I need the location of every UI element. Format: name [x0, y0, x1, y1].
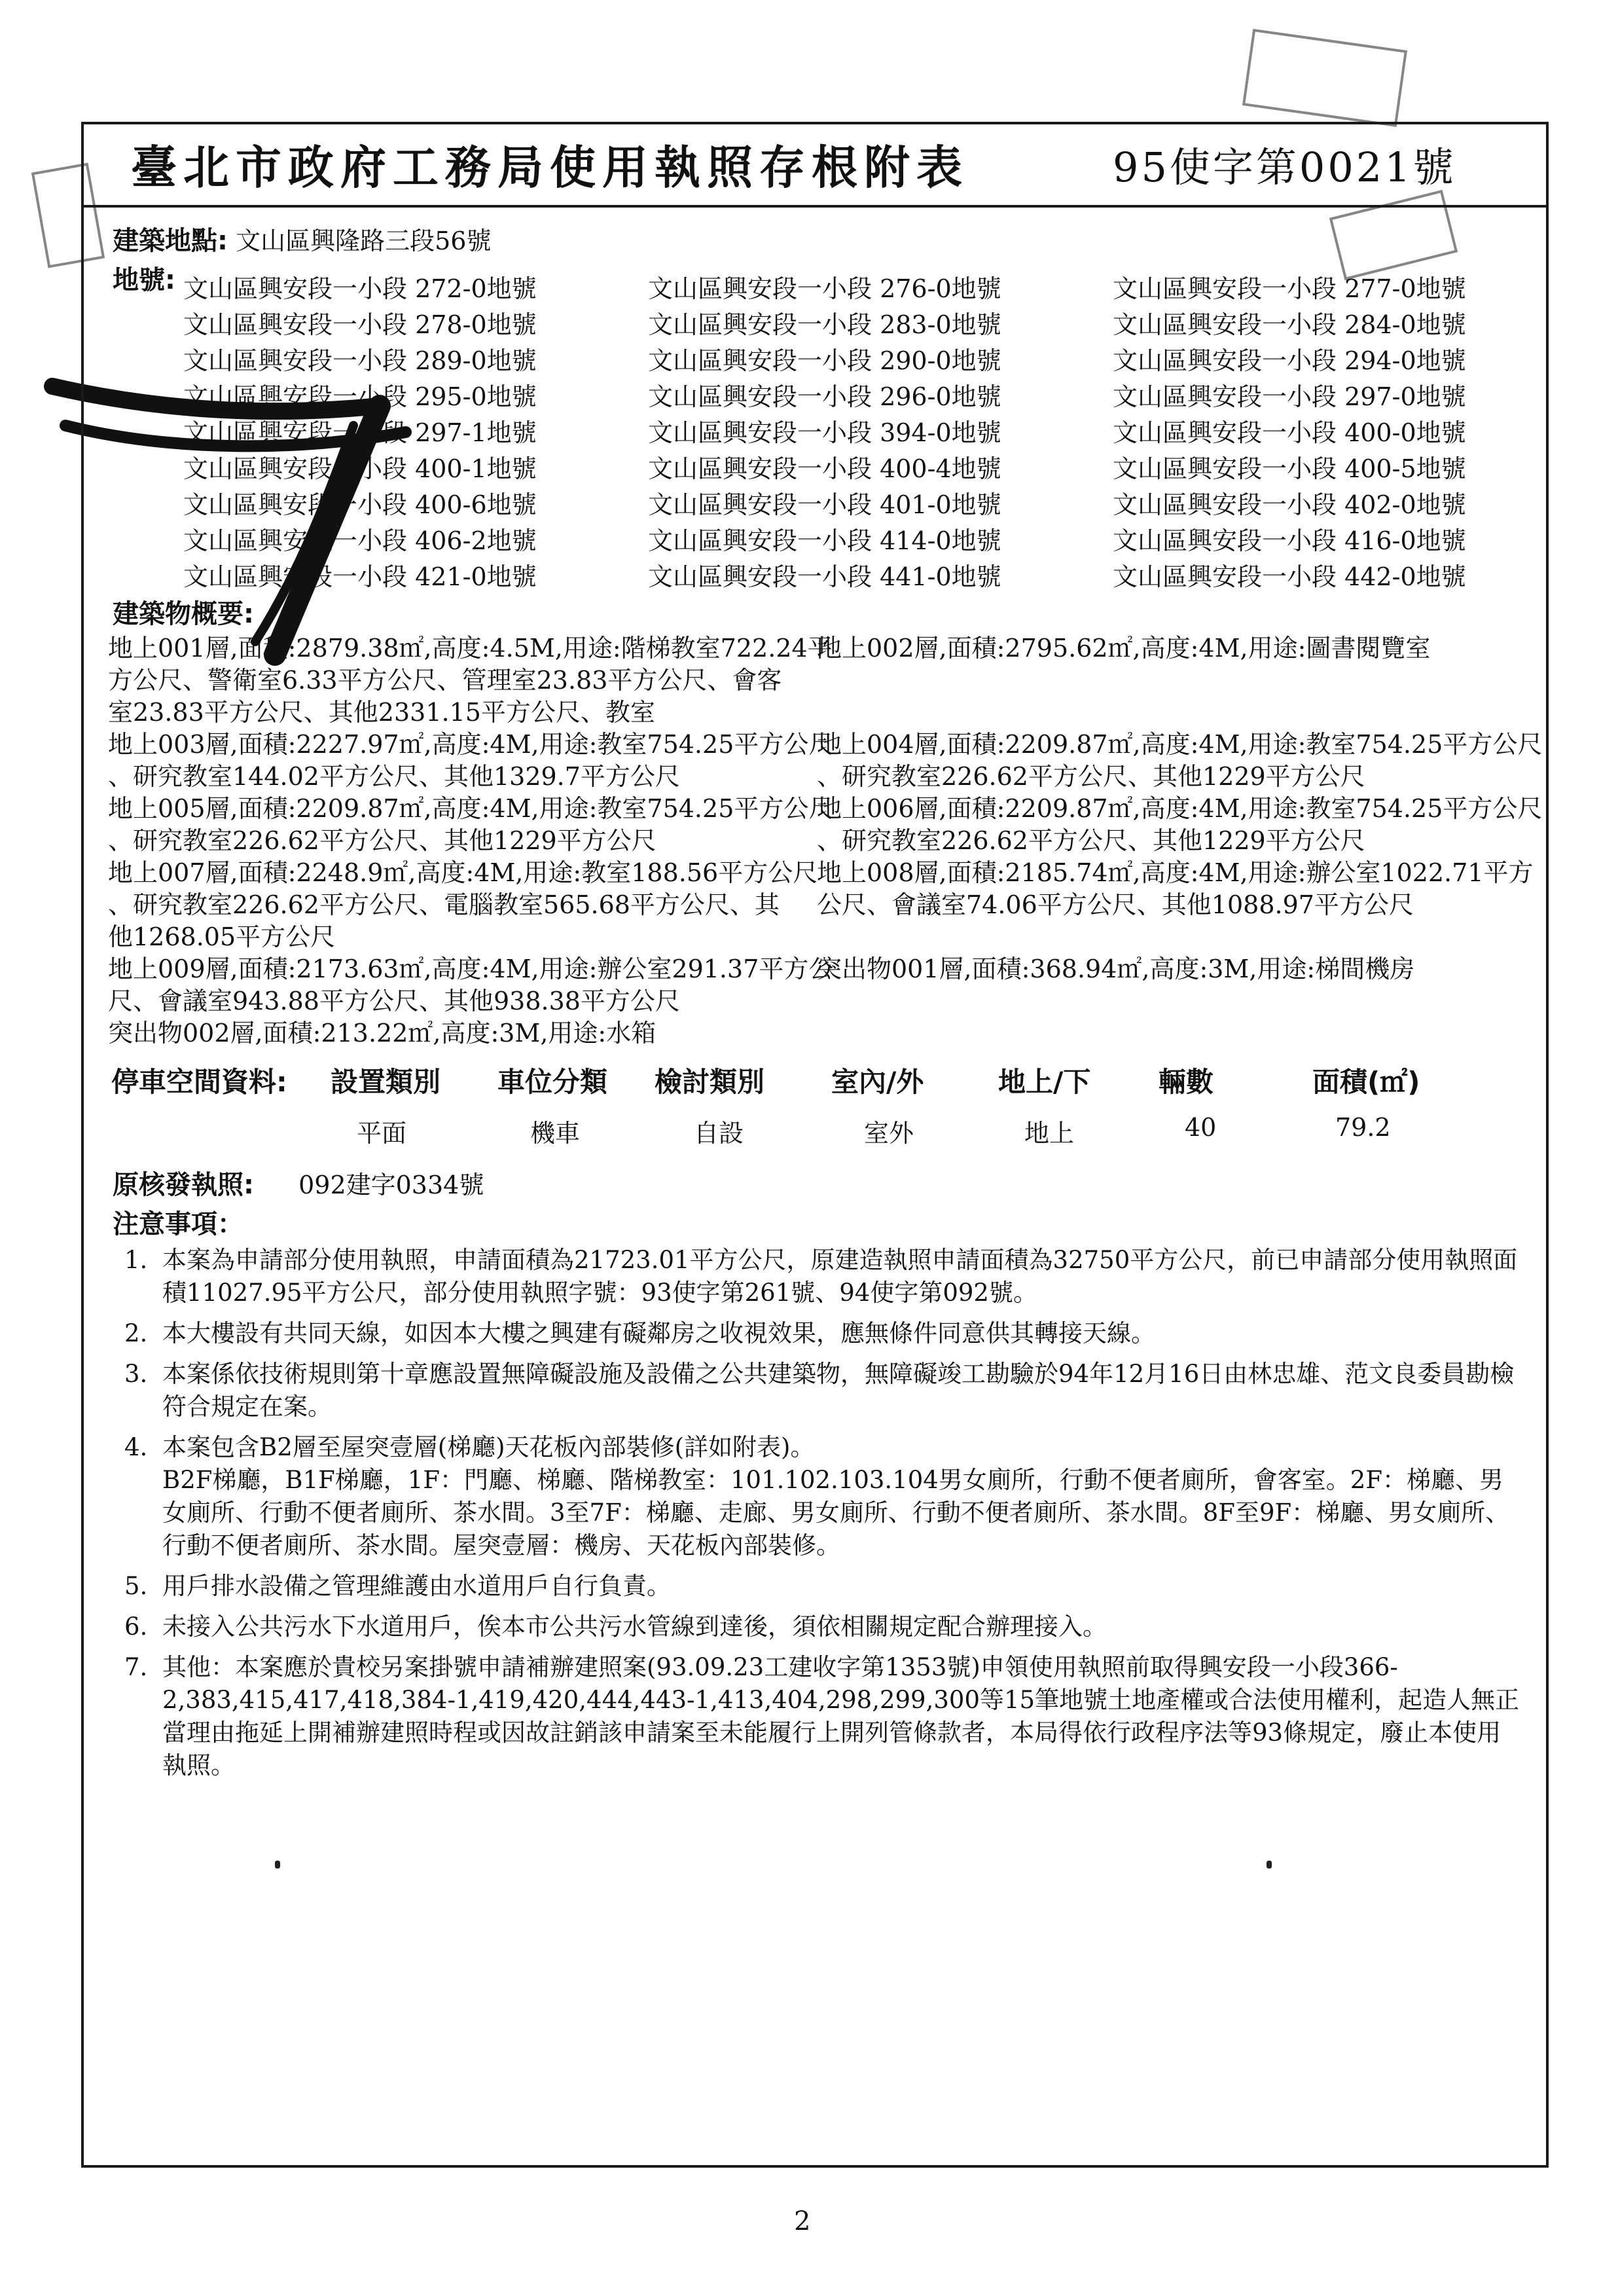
floor-line — [817, 985, 1542, 1017]
note-number: 5. — [124, 1572, 148, 1600]
site-address: 文山區興隆路三段56號 — [236, 227, 492, 255]
ink-dot — [1267, 1861, 1272, 1868]
note-text: 用戶排水設備之管理維護由水道用戶自行負責。 — [162, 1572, 671, 1600]
note-item — [124, 1244, 1525, 1309]
note-text: 未接入公共污水下水道用戶，俟本市公共污水管線到達後，須依相關規定配合辦理接入。 — [162, 1613, 1107, 1641]
notes-label: 注意事項： — [113, 1209, 243, 1239]
lot-number: 文山區興安段一小段 297-1地號 — [183, 418, 537, 447]
parking-header: 車位分類 — [497, 1066, 608, 1098]
lot-number: 文山區興安段一小段 406-2地號 — [183, 526, 537, 555]
note-text: 其他：本案應於貴校另案掛號申請補辦建照案(93.09.23工建收字第1353號)申領使用執照前取得興安段一小段366-2,383,415,417,418,384-1,419,420,444,443-1,413,404,298,299,300等15筆地號土地產權或合法使用權利，起造人無正當理由拖延上開補辦建照時程或因故註銷該申請案至未能履行上開列管條款者，本局得依行政程序法等93條規定，廢止本使用執照。 — [162, 1653, 1520, 1779]
parking-header: 檢討類別 — [655, 1066, 765, 1098]
parking-label: 停車空間資料: — [111, 1066, 287, 1098]
note-text: 本案為申請部分使用執照，申請面積為21723.01平方公尺，原建造執照申請面積為32750平方公尺，前已申請部分使用執照面積11027.95平方公尺，部分使用執照字號：93使字第261號、94使字第092號。 — [162, 1246, 1518, 1307]
parking-value: 自設 — [694, 1119, 744, 1148]
floor-line: 地上004層,面積:2209.87㎡,高度:4M,用途:教室754.25平方公尺 — [817, 730, 1543, 759]
lot-number: 文山區興安段一小段 297-0地號 — [1113, 382, 1466, 411]
site-address-row — [113, 228, 491, 254]
document-title: 臺北市政府工務局使用執照存根附表 — [131, 140, 969, 194]
note-item — [124, 1317, 1525, 1350]
lot-number: 文山區興安段一小段 294-0地號 — [1113, 346, 1466, 375]
parking-value: 79.2 — [1335, 1113, 1391, 1142]
lot-number: 文山區興安段一小段 421-0地號 — [183, 562, 537, 591]
floor-line: 、研究教室226.62平方公尺、其他1229平方公尺 — [817, 826, 1365, 855]
floor-line — [817, 697, 1542, 729]
note-number: 7. — [124, 1653, 148, 1681]
ink-dot — [275, 1861, 280, 1868]
lot-number: 文山區興安段一小段 442-0地號 — [1113, 562, 1466, 591]
note-text: 本大樓設有共同天線，如因本大樓之興建有礙鄰房之收視效果，應無條件同意供其轉接天線。 — [162, 1319, 1155, 1347]
lot-number: 文山區興安段一小段 394-0地號 — [648, 418, 1001, 447]
floor-line: 地上009層,面積:2173.63㎡,高度:4M,用途:辦公室291.37平方公 — [108, 955, 834, 983]
floor-line: 地上005層,面積:2209.87㎡,高度:4M,用途:教室754.25平方公尺 — [108, 794, 834, 823]
floor-line: 方公尺、警衛室6.33平方公尺、管理室23.83平方公尺、會客 — [108, 666, 782, 695]
parking-value: 平面 — [357, 1119, 407, 1148]
seal-stamp-top-right — [1242, 29, 1407, 127]
parking-value: 室外 — [864, 1119, 914, 1148]
parking-header: 地上/下 — [998, 1066, 1091, 1098]
building-label: 建築物概要: — [113, 599, 254, 629]
note-number: 4. — [124, 1433, 148, 1461]
note-number: 2. — [124, 1319, 148, 1347]
lot-number: 文山區興安段一小段 400-1地號 — [183, 454, 537, 483]
floor-line — [817, 665, 1542, 697]
floor-line — [817, 921, 1542, 953]
notes-list — [124, 1244, 1525, 1790]
floor-line: 、研究教室144.02平方公尺、其他1329.7平方公尺 — [108, 762, 680, 791]
parking-header: 輛數 — [1159, 1066, 1214, 1098]
site-label: 建築地點: — [113, 226, 228, 256]
building-floors-left — [108, 632, 833, 1049]
note-number: 1. — [124, 1246, 148, 1274]
note-number: 6. — [124, 1613, 148, 1641]
floor-line — [817, 1017, 1542, 1049]
lot-number: 文山區興安段一小段 278-0地號 — [183, 310, 537, 339]
note-text: 本案包含B2層至屋突壹層(梯廳)天花板內部裝修(詳如附表)。 — [162, 1433, 815, 1461]
lot-number: 文山區興安段一小段 416-0地號 — [1113, 526, 1466, 555]
floor-line: 地上006層,面積:2209.87㎡,高度:4M,用途:教室754.25平方公尺 — [817, 794, 1543, 823]
floor-line: 突出物002層,面積:213.22㎡,高度:3M,用途:水箱 — [108, 1019, 656, 1048]
note-item — [124, 1431, 1525, 1562]
floor-line: 、研究教室226.62平方公尺、電腦教室565.68平方公尺、其 — [108, 890, 780, 919]
lot-number: 文山區興安段一小段 400-0地號 — [1113, 418, 1466, 447]
note-text: 本案係依技術規則第十章應設置無障礙設施及設備之公共建築物，無障礙竣工勘驗於94年12月16日由林忠雄、范文良委員勘檢符合規定在案。 — [162, 1360, 1515, 1421]
note-item — [124, 1570, 1525, 1603]
floor-line: 、研究教室226.62平方公尺、其他1229平方公尺 — [817, 762, 1365, 791]
lot-number: 文山區興安段一小段 400-5地號 — [1113, 454, 1466, 483]
floor-line: 、研究教室226.62平方公尺、其他1229平方公尺 — [108, 826, 656, 855]
floor-line: 地上002層,面積:2795.62㎡,高度:4M,用途:圖書閱覽室 — [817, 634, 1431, 663]
lot-number: 文山區興安段一小段 277-0地號 — [1113, 274, 1466, 303]
parking-header: 室內/外 — [831, 1066, 924, 1098]
floor-line: 室23.83平方公尺、其他2331.15平方公尺、教室 — [108, 698, 655, 727]
building-floors-right — [817, 632, 1542, 1049]
parking-value: 機車 — [530, 1119, 581, 1148]
lot-number: 文山區興安段一小段 290-0地號 — [648, 346, 1001, 375]
permit-number: 95使字第0021號 — [1113, 143, 1456, 191]
lot-number: 文山區興安段一小段 284-0地號 — [1113, 310, 1466, 339]
lot-number: 文山區興安段一小段 283-0地號 — [648, 310, 1001, 339]
floor-line: 公尺、會議室74.06平方公尺、其他1088.97平方公尺 — [817, 890, 1414, 919]
lot-number: 文山區興安段一小段 414-0地號 — [648, 526, 1001, 555]
floor-line: 突出物001層,面積:368.94㎡,高度:3M,用途:梯間機房 — [817, 955, 1415, 983]
lot-number: 文山區興安段一小段 289-0地號 — [183, 346, 537, 375]
note-number: 3. — [124, 1360, 148, 1388]
floor-line: 地上008層,面積:2185.74㎡,高度:4M,用途:辦公室1022.71平方 — [817, 858, 1534, 887]
original-permit-label: 原核發執照: — [113, 1170, 254, 1200]
lot-number: 文山區興安段一小段 402-0地號 — [1113, 490, 1466, 519]
lot-number: 文山區興安段一小段 272-0地號 — [183, 274, 537, 303]
lot-number: 文山區興安段一小段 276-0地號 — [648, 274, 1001, 303]
title-divider — [81, 205, 1549, 208]
floor-line: 地上001層,面積:2879.38㎡,高度:4.5M,用途:階梯教室722.24平 — [108, 634, 833, 663]
original-permit-value: 092建字0334號 — [298, 1171, 484, 1199]
original-permit-row — [113, 1172, 484, 1198]
note-item — [124, 1611, 1525, 1643]
lot-number: 文山區興安段一小段 401-0地號 — [648, 490, 1001, 519]
floor-line: 地上007層,面積:2248.9㎡,高度:4M,用途:教室188.56平方公尺 — [108, 858, 818, 887]
note-item — [124, 1651, 1525, 1782]
parking-value: 地上 — [1024, 1119, 1075, 1148]
lot-number: 文山區興安段一小段 296-0地號 — [648, 382, 1001, 411]
floor-line: 尺、會議室943.88平方公尺、其他938.38平方公尺 — [108, 987, 680, 1015]
note-item — [124, 1358, 1525, 1423]
parking-value: 40 — [1185, 1113, 1217, 1142]
page-number: 2 — [794, 2206, 811, 2236]
lots-label: 地號: — [113, 265, 175, 295]
lot-number: 文山區興安段一小段 441-0地號 — [648, 562, 1001, 591]
lot-number: 文山區興安段一小段 295-0地號 — [183, 382, 537, 411]
floor-line: 地上003層,面積:2227.97㎡,高度:4M,用途:教室754.25平方公尺 — [108, 730, 834, 759]
parking-header: 面積(㎡) — [1312, 1066, 1420, 1098]
note-subtext: B2F梯廳，B1F梯廳，1F：門廳、梯廳、階梯教室：101.102.103.104男女廁所，行動不便者廁所，會客室。2F：梯廳、男女廁所、行動不便者廁所、茶水間。3至7F：梯廳、走廊、男女廁所、行動不便者廁所、茶水間。8F至9F：梯廳、男女廁所、行動不便者廁所、茶水間。屋突壹層：機房、天花板內部裝修。 — [162, 1466, 1510, 1559]
parking-header: 設置類別 — [331, 1066, 441, 1098]
lot-number: 文山區興安段一小段 400-4地號 — [648, 454, 1001, 483]
floor-line: 他1268.05平方公尺 — [108, 922, 336, 951]
lot-number: 文山區興安段一小段 400-6地號 — [183, 490, 537, 519]
